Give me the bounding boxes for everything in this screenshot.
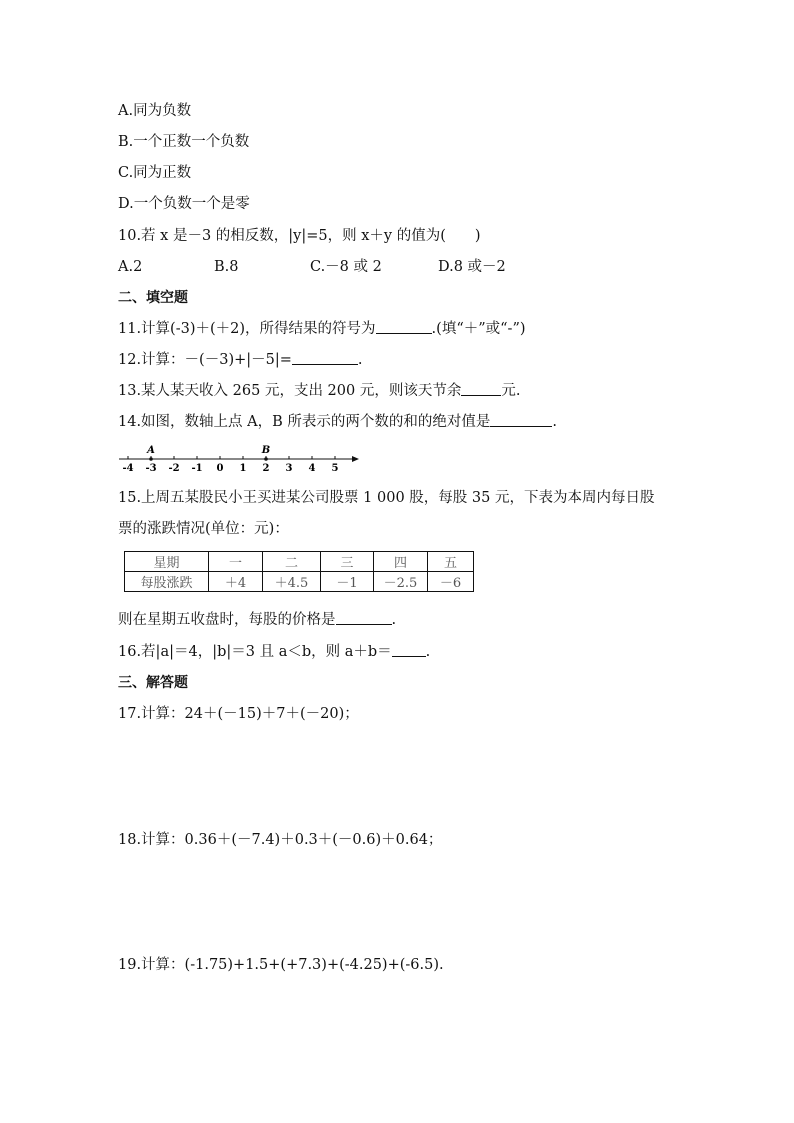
table-row <box>125 572 474 592</box>
q14 <box>118 412 557 432</box>
q11-text-before: 11.计算(-3)＋(＋2)，所得结果的符号为 <box>118 321 376 337</box>
q9-option-a: A.同为负数 <box>118 103 192 119</box>
number-line-tick-label: 0 <box>216 463 224 472</box>
number-line-tick-label: 3 <box>285 463 293 472</box>
q10-text: 10.若 x 是－3 的相反数，|y|=5，则 x＋y 的值为( ) <box>118 228 481 244</box>
table-cell: －6 <box>428 572 474 592</box>
q12 <box>118 350 363 370</box>
number-line-tick-label: -2 <box>168 463 180 472</box>
q15-question <box>118 610 396 630</box>
number-line-tick-label: 4 <box>308 463 316 472</box>
number-line <box>116 442 361 472</box>
number-line-point-a-label: A <box>147 445 155 456</box>
q16 <box>118 642 430 662</box>
q11-answer-blank[interactable] <box>376 319 432 334</box>
section-fill-in: 二、填空题 <box>118 290 188 306</box>
q11-text-after: .(填“＋”或“-”) <box>431 321 526 337</box>
q15-text-before: 则在星期五收盘时，每股的价格是 <box>118 612 336 628</box>
number-line-tick-label: -1 <box>191 463 203 472</box>
q9-option-c: C.同为正数 <box>118 165 192 181</box>
q15-answer-blank[interactable] <box>336 610 392 625</box>
q10-choice-a: A.2 <box>118 259 143 275</box>
number-line-tick-label: -3 <box>145 463 157 472</box>
table-cell: －1 <box>321 572 374 592</box>
q9-option-b: B.一个正数一个负数 <box>118 134 250 150</box>
table-header-cell: 五 <box>428 552 474 572</box>
q14-answer-blank[interactable] <box>490 412 552 427</box>
q13-answer-blank[interactable] <box>461 381 501 396</box>
q12-text-before: 12.计算：－(－3)+|－5|= <box>118 352 292 368</box>
section-solutions: 三、解答题 <box>118 675 188 691</box>
q16-text-after: . <box>425 644 431 660</box>
q19: 19.计算：(-1.75)+1.5+(+7.3)+(-4.25)+(-6.5). <box>118 957 444 973</box>
table-header-cell: 二 <box>263 552 321 572</box>
q10-choices <box>118 257 506 277</box>
q10-choice-c: C.－8 或 2 <box>310 259 382 275</box>
q17: 17.计算：24＋(－15)＋7＋(－20)； <box>118 706 359 722</box>
q14-text-after: . <box>552 414 558 430</box>
table-header-cell: 三 <box>321 552 374 572</box>
table-cell: ＋4 <box>209 572 263 592</box>
number-line-tick-label: -4 <box>122 463 134 472</box>
q12-text-after: . <box>357 352 363 368</box>
q13-text-after: 元. <box>501 383 521 399</box>
table-header-cell: 星期 <box>125 552 209 572</box>
q16-text-before: 16.若|a|＝4，|b|＝3 且 a＜b，则 a＋b＝ <box>118 644 392 660</box>
table-cell: 每股涨跌 <box>125 572 209 592</box>
number-line-tick-label: 2 <box>262 463 270 472</box>
table-header-row <box>125 552 474 572</box>
q15-line2: 票的涨跌情况(单位：元)： <box>118 521 289 537</box>
q11 <box>118 319 526 339</box>
number-line-arrow-icon <box>352 456 359 462</box>
table-cell: －2.5 <box>374 572 428 592</box>
q16-answer-blank[interactable] <box>392 642 426 657</box>
stock-change-table <box>124 551 474 592</box>
q10-choice-b: B.8 <box>214 259 239 275</box>
q18: 18.计算：0.36＋(－7.4)＋0.3＋(－0.6)＋0.64； <box>118 832 443 848</box>
number-line-point-b <box>264 457 268 461</box>
q13-text-before: 13.某人某天收入 265 元，支出 200 元，则该天节余 <box>118 383 462 399</box>
q14-text-before: 14.如图，数轴上点 A，B 所表示的两个数的和的绝对值是 <box>118 414 491 430</box>
number-line-tick-label: 1 <box>239 463 247 472</box>
number-line-tick-label: 5 <box>331 463 339 472</box>
q13 <box>118 381 520 401</box>
table-cell: ＋4.5 <box>263 572 321 592</box>
q9-option-d: D.一个负数一个是零 <box>118 196 250 212</box>
q10-choice-d: D.8 或－2 <box>438 259 506 275</box>
number-line-point-b-label: B <box>261 445 271 456</box>
number-line-point-a <box>149 457 153 461</box>
q15-line1: 15.上周五某股民小王买进某公司股票 1 000 股，每股 35 元，下表为本周内每日股 <box>118 490 655 506</box>
q15-text-after: . <box>391 612 397 628</box>
q12-answer-blank[interactable] <box>292 350 358 365</box>
table-header-cell: 四 <box>374 552 428 572</box>
table-header-cell: 一 <box>209 552 263 572</box>
